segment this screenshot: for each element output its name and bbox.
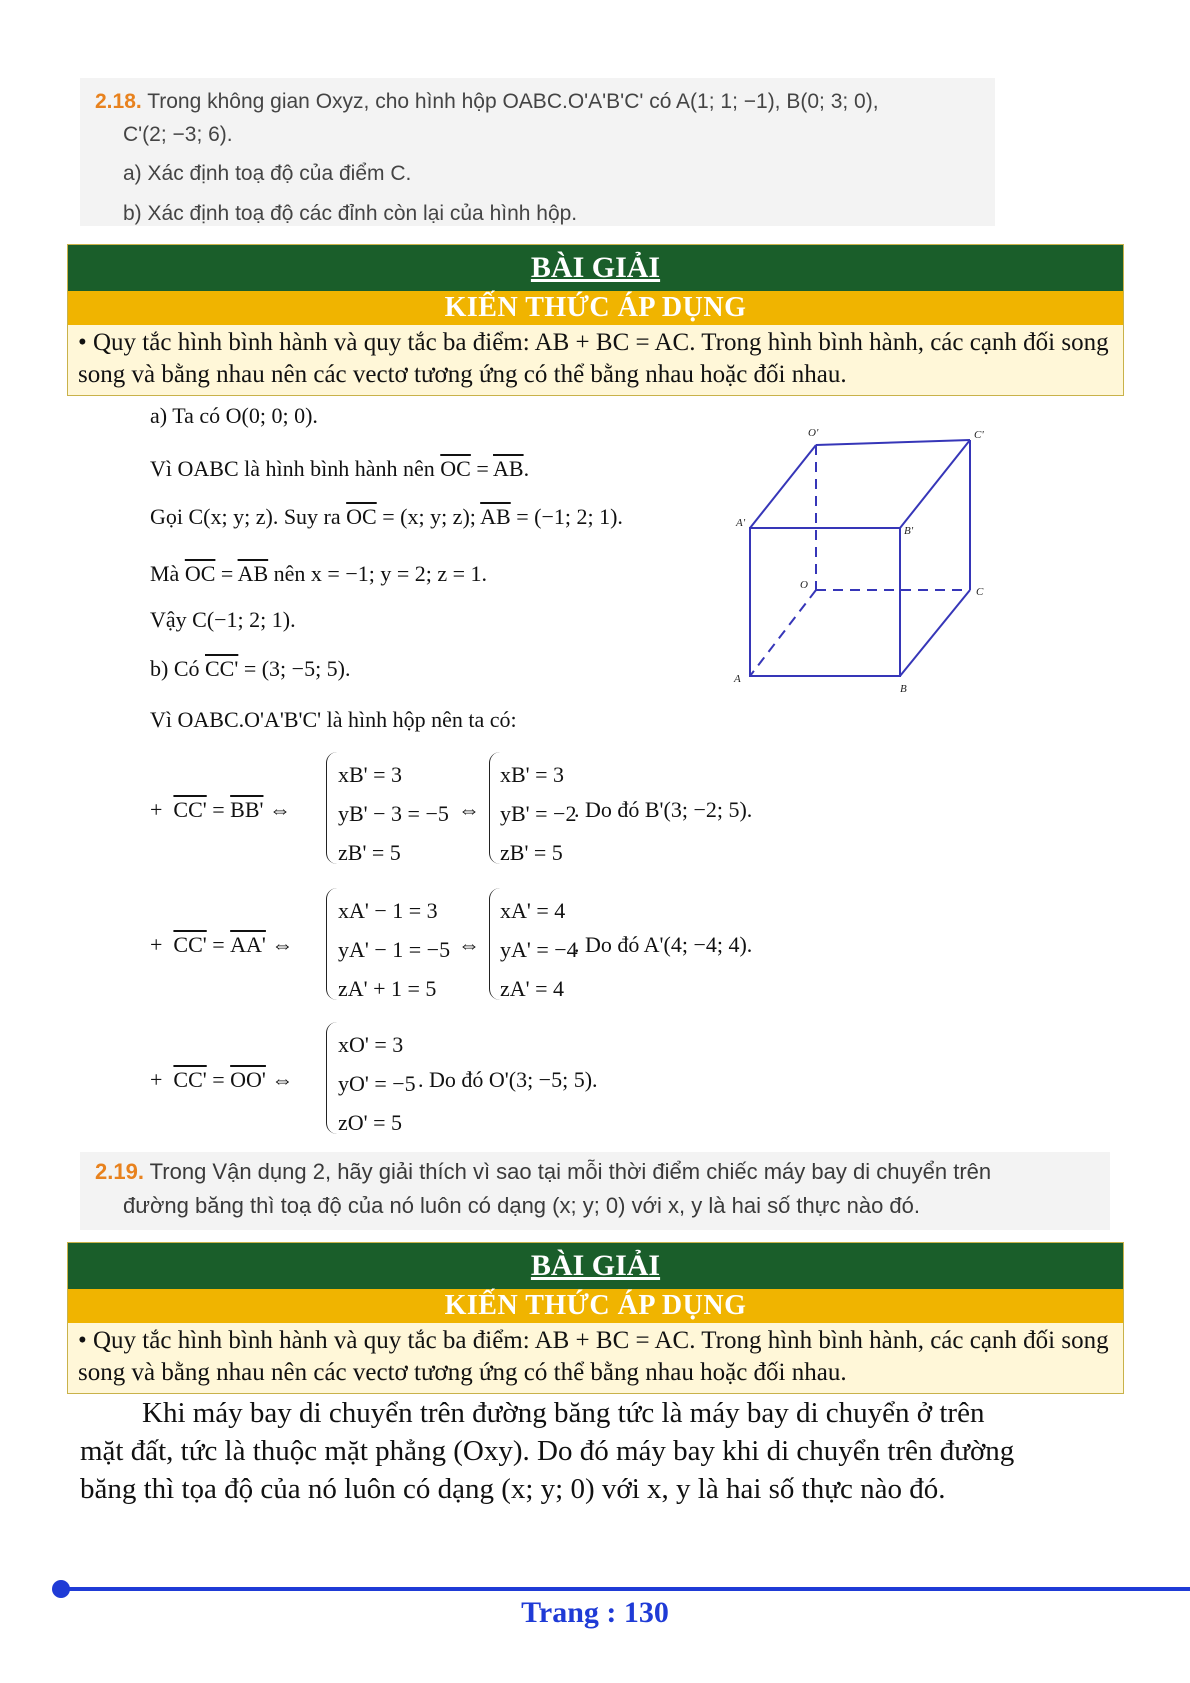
- vertex-label-o-prime: O': [808, 427, 819, 439]
- knowledge-text: • Quy tắc hình bình hành và quy tắc ba điểm: AB + BC = AC. Trong hình bình hành, các cạnh đối song song và bằng nhau nên các vectơ tương ứng có thể bằng nhau hoặc đối nhau.: [68, 325, 1123, 395]
- vertex-label-a-prime: A': [736, 517, 746, 529]
- system-left: [338, 891, 450, 1008]
- plus-sign: +: [150, 1067, 163, 1092]
- equation: zB' = 5: [500, 840, 563, 865]
- knowledge-subheader: KIẾN THỨC ÁP DỤNG: [68, 1289, 1123, 1323]
- problem-part-b: b) Xác định toạ độ các đỉnh còn lại của hình hộp.: [123, 201, 578, 225]
- system-result: . Do đó B'(3; −2; 5).: [574, 797, 753, 822]
- vector: CC': [205, 656, 239, 681]
- answer-line: băng thì tọa độ của nó luôn có dạng (x; y; 0) với x, y là hai số thực nào đó.: [80, 1473, 946, 1505]
- work-line: a) Ta có O(0; 0; 0).: [150, 403, 318, 428]
- vertex-label-c: C: [976, 586, 984, 598]
- work-text: =: [215, 561, 238, 586]
- vector: AA': [230, 932, 266, 957]
- system-brace: [326, 1022, 337, 1134]
- problem-text: Trong Vận dụng 2, hãy giải thích vì sao tại mỗi thời điểm chiếc máy bay di chuyển trên: [149, 1159, 992, 1184]
- answer-paragraph: [80, 1394, 1130, 1508]
- vector: $\overline{OC}$: [440, 456, 471, 481]
- vector: CC': [173, 1067, 207, 1092]
- footer-rule: [60, 1587, 1190, 1591]
- system-right: [500, 891, 578, 1008]
- equals-sign: =: [212, 1067, 225, 1092]
- work-line: [150, 458, 529, 480]
- vector: $\overline{OC}$: [346, 504, 377, 529]
- equation: xB' = 3: [500, 762, 565, 787]
- vector: $\overline{AB}$: [493, 456, 524, 481]
- system-left: [338, 1025, 416, 1142]
- problem-number: 2.19.: [95, 1159, 144, 1184]
- hidden-edge: [750, 590, 816, 676]
- work-line: [150, 563, 487, 585]
- work-line: [150, 506, 623, 528]
- problem-text: C'(2; −3; 6).: [123, 122, 233, 146]
- answer-line: mặt đất, tức là thuộc mặt phẳng (Oxy). Do đó máy bay khi di chuyển trên đường: [80, 1435, 1015, 1467]
- work-text: = (3; −5; 5).: [238, 656, 351, 681]
- vector: CC': [173, 932, 207, 957]
- system-brace: [326, 752, 337, 864]
- equation: xA' = 4: [500, 898, 566, 923]
- equation: xO' = 3: [338, 1032, 404, 1057]
- equation: yB' = −2: [500, 801, 577, 826]
- iff-sign: ⇔: [458, 797, 480, 822]
- equals-sign: =: [212, 932, 225, 957]
- problem-line: [95, 86, 1005, 119]
- vertex-label-b-prime: B': [904, 525, 914, 537]
- problem-2-18: [95, 86, 1005, 230]
- problem-line: [95, 1189, 1125, 1223]
- figure-edge: [750, 445, 816, 528]
- equation: xB' = 3: [338, 762, 403, 787]
- vertex-label-o: O: [800, 579, 808, 591]
- work-text: .: [523, 456, 530, 481]
- iff-sign: ⇔: [268, 797, 291, 822]
- work-text: Gọi C(x; y; z). Suy ra: [150, 504, 347, 529]
- vector: OO': [230, 1067, 266, 1092]
- equation: yA' = −4: [500, 937, 578, 962]
- equation: zA' = 4: [500, 976, 565, 1001]
- equation: zA' + 1 = 5: [338, 976, 437, 1001]
- equation: yO' = −5: [338, 1071, 416, 1096]
- work-text: nên x = −1; y = 2; z = 1.: [268, 561, 488, 586]
- work-text: Vì OABC là hình bình hành nên: [150, 456, 441, 481]
- equals-sign: =: [212, 797, 225, 822]
- system-right: [500, 755, 576, 872]
- vector: $\overline{AB}$: [237, 561, 269, 586]
- equation: yA' − 1 = −5: [338, 937, 451, 962]
- equation: zB' = 5: [338, 840, 401, 865]
- problem-text: đường băng thì toạ độ của nó luôn có dạng (x; y; 0) với x, y là hai số thực nào đó.: [123, 1193, 921, 1219]
- problem-text: Trong không gian Oxyz, cho hình hộp OABC.O'A'B'C' có A(1; 1; −1), B(0; 3; 0),: [147, 90, 879, 113]
- problem-line: [95, 119, 1005, 152]
- system-brace: [489, 888, 500, 1000]
- vector: $\overline{OC}$: [184, 561, 216, 586]
- vertex-label-c-prime: C': [974, 429, 984, 441]
- problem-number: 2.18.: [95, 90, 142, 113]
- page-number: Trang : 130: [521, 1596, 669, 1629]
- work-text: Mà: [150, 561, 185, 586]
- iff-sign: ⇔: [271, 1067, 294, 1092]
- knowledge-text: • Quy tắc hình bình hành và quy tắc ba điểm: AB + BC = AC. Trong hình bình hành, các cạnh đối song song và bằng nhau nên các vectơ tương ứng có thể bằng nhau hoặc đối nhau.: [68, 1323, 1123, 1393]
- solution-box: [67, 244, 1124, 396]
- work-text: = (x; y; z);: [376, 504, 481, 529]
- work-text: b) Có: [150, 656, 205, 681]
- system-lhs: [150, 1069, 293, 1091]
- figure-edge: [900, 590, 970, 676]
- vertex-label-a: A: [734, 673, 741, 685]
- system-left: [338, 755, 449, 872]
- plus-sign: +: [150, 797, 163, 822]
- figure-edge: [816, 440, 970, 445]
- work-line: [150, 658, 351, 680]
- system-brace: [326, 888, 337, 1000]
- problem-part-a: a) Xác định toạ độ của điểm C.: [123, 162, 412, 186]
- plus-sign: +: [150, 932, 163, 957]
- system-brace: [489, 752, 500, 864]
- solution-box: [67, 1242, 1124, 1394]
- vector: CC': [173, 797, 207, 822]
- vector: $\overline{AB}$: [480, 504, 511, 529]
- solution-header: BÀI GIẢI: [68, 1243, 1123, 1289]
- answer-line: Khi máy bay di chuyển trên đường băng tức là máy bay di chuyển ở trên: [142, 1397, 985, 1429]
- problem-line: [95, 1155, 1125, 1189]
- parallelepiped-figure: [720, 420, 1000, 700]
- solution-header: BÀI GIẢI: [68, 245, 1123, 291]
- system-result: . Do đó A'(4; −4; 4).: [574, 932, 753, 957]
- knowledge-subheader: KIẾN THỨC ÁP DỤNG: [68, 291, 1123, 325]
- system-lhs: [150, 799, 291, 821]
- iff-sign: ⇔: [271, 932, 294, 957]
- system-result: . Do đó O'(3; −5; 5).: [418, 1067, 598, 1092]
- vector: BB': [230, 797, 264, 822]
- figure-edge: [900, 440, 970, 528]
- work-text: = (−1; 2; 1).: [510, 504, 623, 529]
- figure-edge: [750, 528, 900, 676]
- vertex-label-b: B: [900, 683, 907, 695]
- equation: yB' − 3 = −5: [338, 801, 449, 826]
- system-lhs: [150, 934, 293, 956]
- work-line: Vì OABC.O'A'B'C' là hình hộp nên ta có:: [150, 707, 517, 732]
- work-text: =: [470, 456, 494, 481]
- problem-2-19: [95, 1155, 1125, 1223]
- equation: zO' = 5: [338, 1110, 403, 1135]
- iff-sign: ⇔: [458, 932, 480, 957]
- work-line: Vậy C(−1; 2; 1).: [150, 607, 296, 632]
- equation: xA' − 1 = 3: [338, 898, 438, 923]
